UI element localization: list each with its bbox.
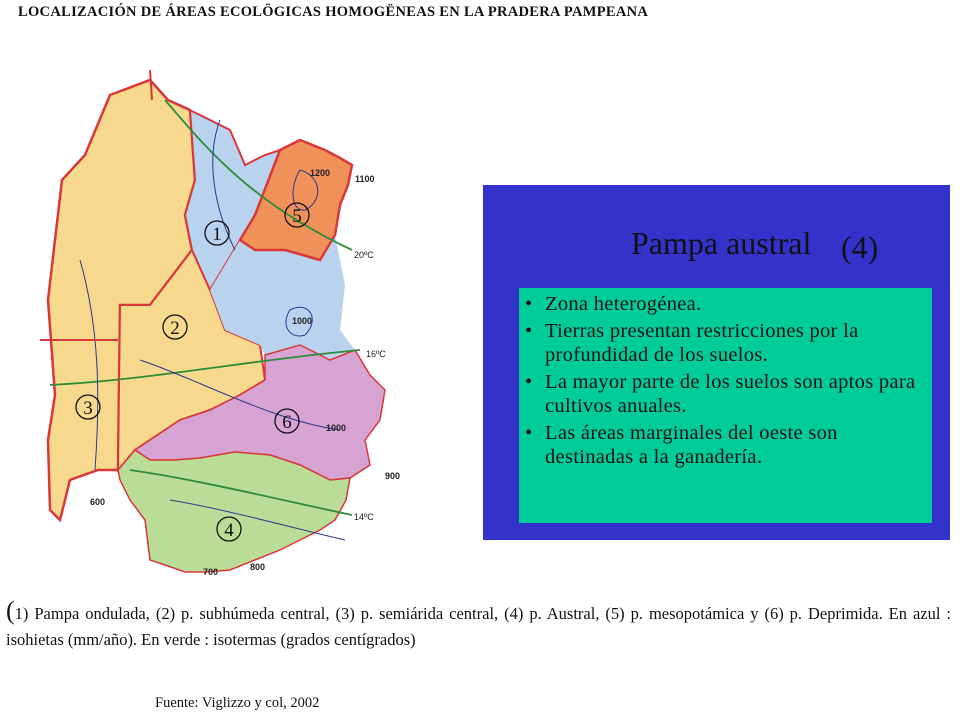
bullet-text: La mayor parte de los suelos son aptos para cultivos anuales. [545,371,916,417]
svg-text:1: 1 [212,224,222,245]
bullet-text: Tierras presentan restricciones por la profundidad de los suelos. [545,320,859,366]
bullet-list [519,288,932,523]
isohyet-label-600: 600 [90,497,106,507]
isohyet-label-700: 700 [203,567,219,577]
svg-text:4: 4 [224,520,234,541]
svg-text:3: 3 [83,398,93,419]
page-title: LOCALIZACIÓN DE ÁREAS ECOLÖGICAS HOMOGËNEAS EN LA PRADERA PAMPEANA [18,4,649,20]
bullet-item [525,319,926,367]
bullet-icon: • [525,371,533,393]
panel-number: (4) [841,229,879,265]
isohyet-label-1100: 1100 [355,174,375,184]
isohyet-label-900: 900 [385,471,401,481]
bullet-item [525,370,926,418]
caption-text: 1) Pampa ondulada, (2) p. subhúmeda central, (3) p. semiárida central, (4) p. Austral, (5) p. mesopotámica y (6) p. Deprimida. En azul : isohietas (mm/año). En verde : isotermas (grados centígrados) [6,604,951,649]
pampas-map [0,55,440,585]
isohyet-label-800: 800 [250,562,266,572]
panel-title: Pampa austral [631,225,812,261]
isotherm-label-20: 20ºC [354,250,374,260]
svg-text:6: 6 [282,412,292,433]
bullet-item [525,421,926,469]
bullet-icon: • [525,293,533,315]
caption-paren: ( [6,596,15,625]
isohyet-label-1000-north: 1000 [292,316,313,326]
svg-text:5: 5 [292,206,302,227]
source-citation: Fuente: Viglizzo y col, 2002 [155,695,320,711]
isohyet-label-1000-east: 1000 [326,423,347,433]
svg-text:2: 2 [170,318,180,339]
bullet-text: Zona heterogénea. [545,293,702,315]
isotherm-label-14: 14ºC [354,512,374,522]
bullet-icon: • [525,320,533,342]
isohyet-label-1200: 1200 [310,168,331,178]
map-caption [6,598,951,653]
isotherm-label-16: 16ºC [366,349,386,359]
bullet-item [525,292,926,316]
bullet-icon: • [525,422,533,444]
info-panel [483,185,950,540]
bullet-text: Las áreas marginales del oeste son destinadas a la ganadería. [545,422,838,468]
